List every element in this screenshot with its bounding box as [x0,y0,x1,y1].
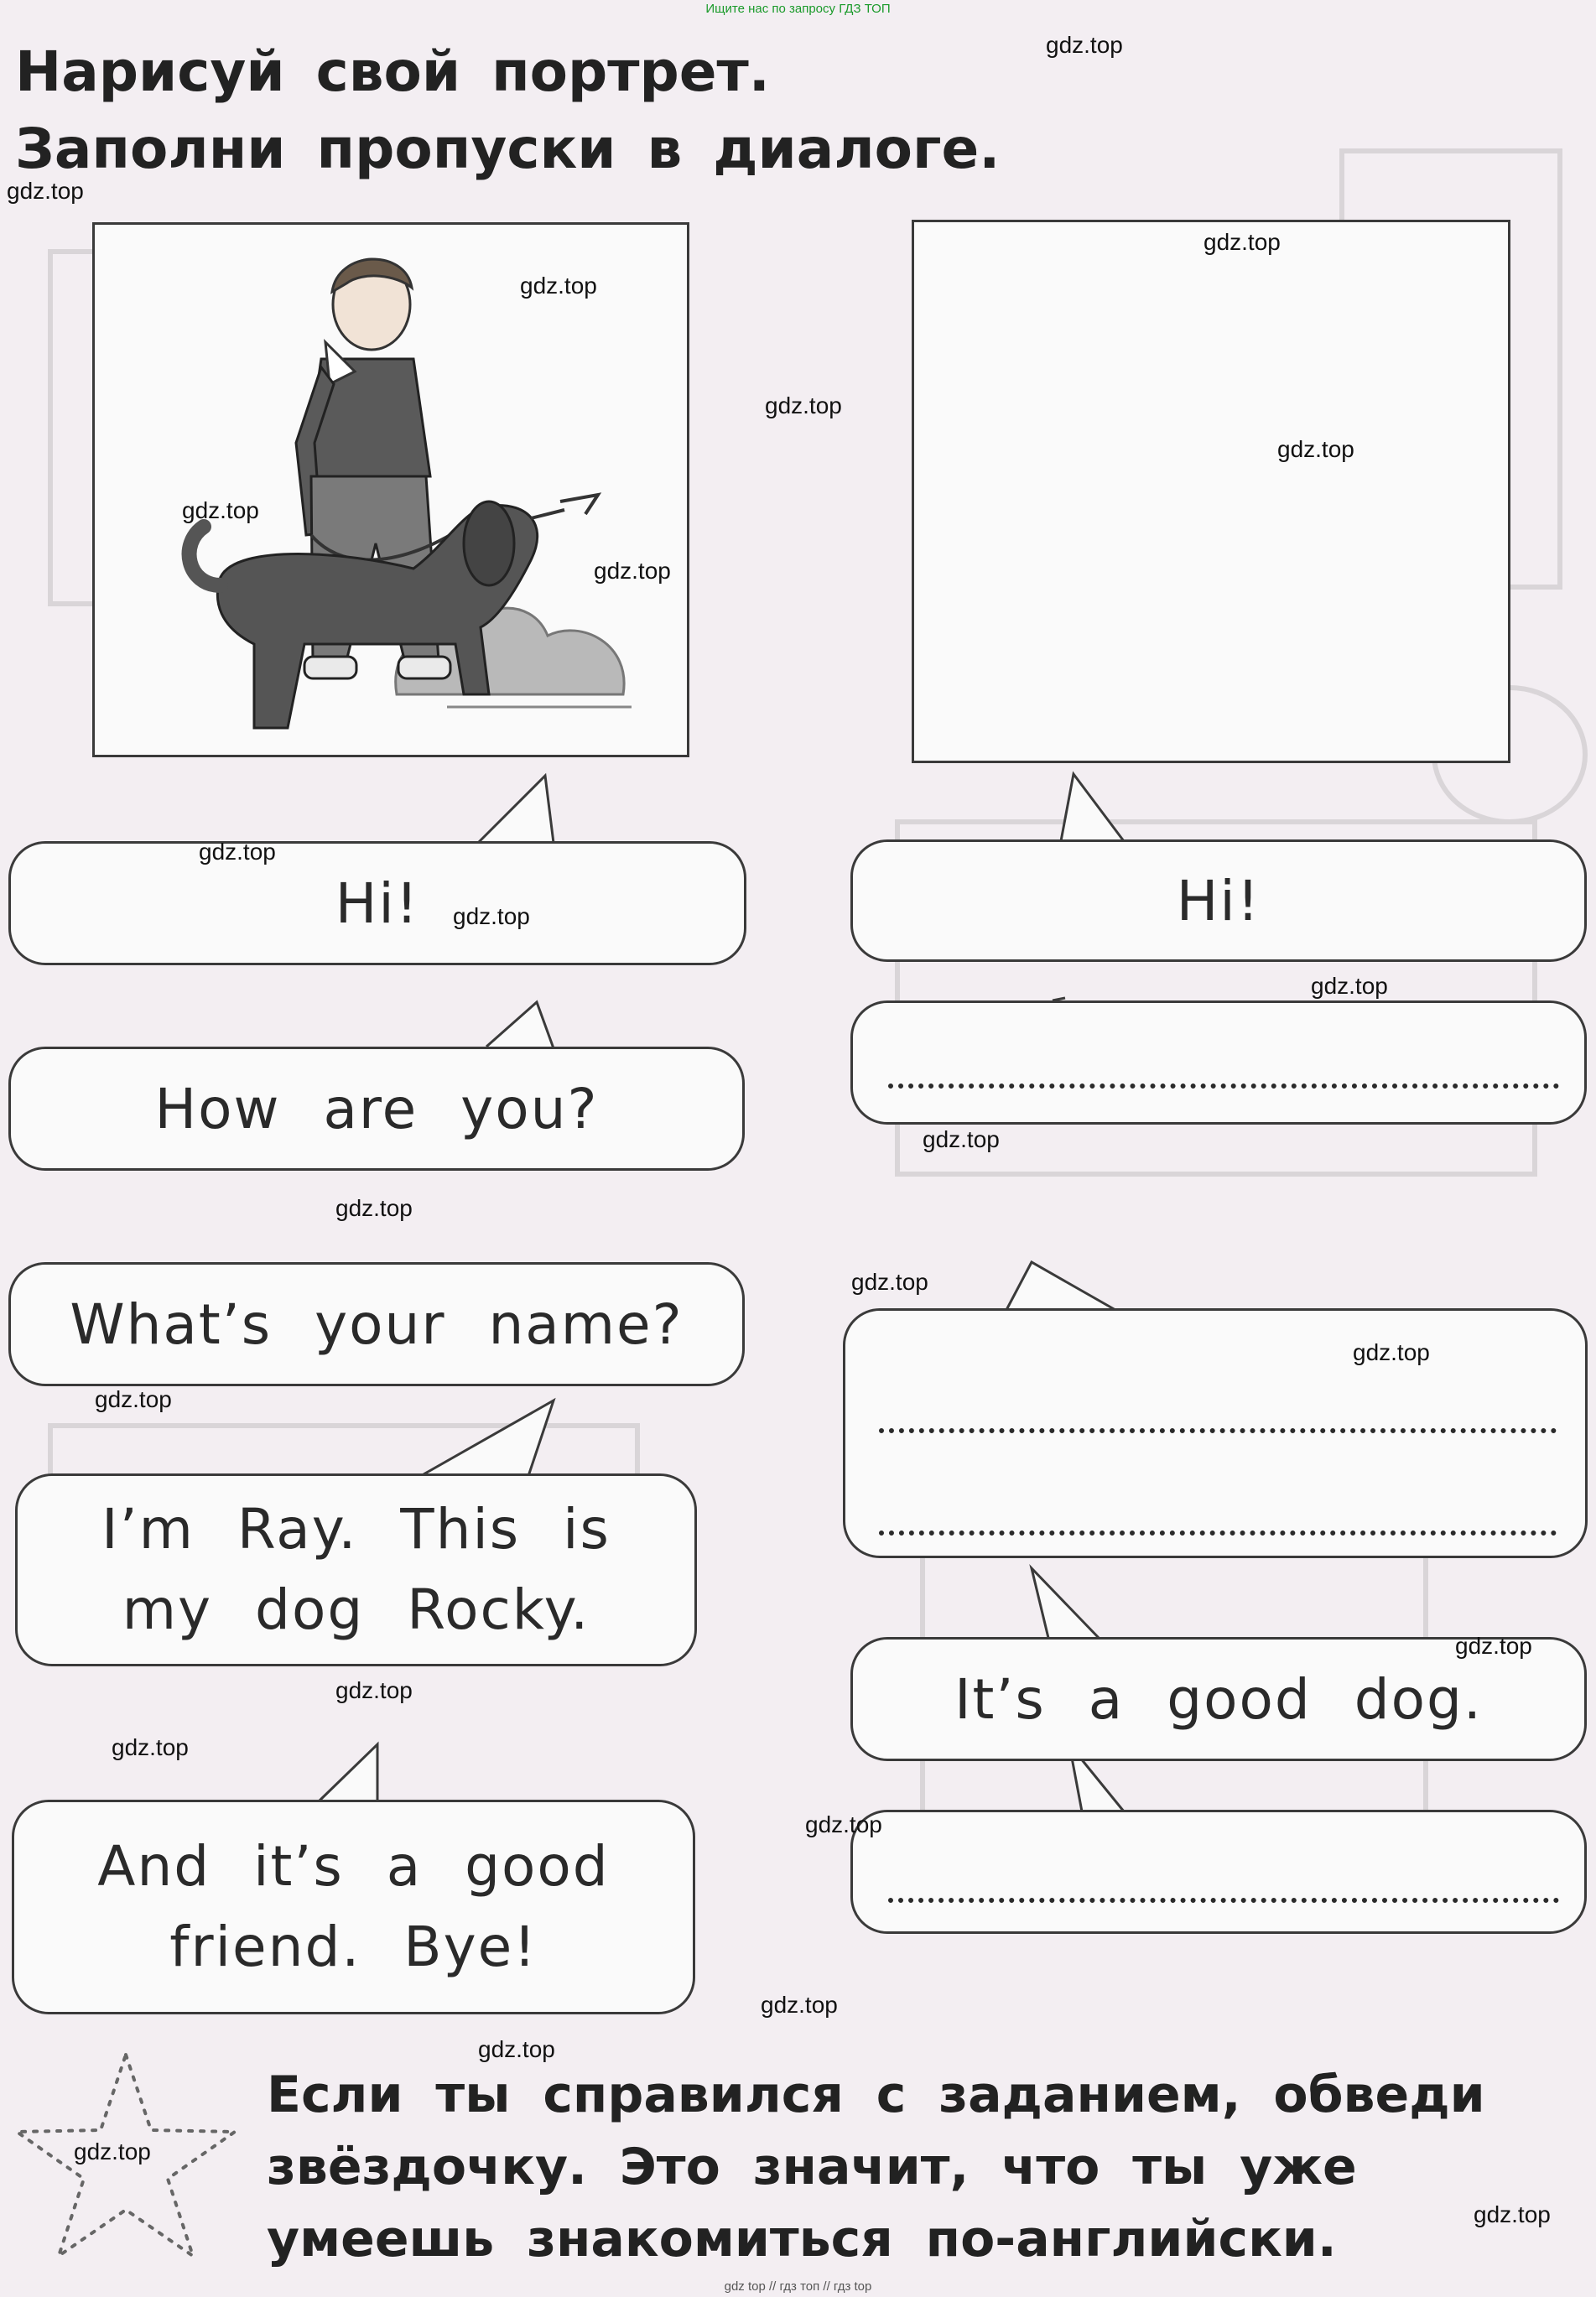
watermark: gdz.top [1474,2201,1551,2227]
watermark: gdz.top [95,1386,172,1412]
top-note: Ищите нас по запросу ГДЗ ТОП [705,2,891,16]
watermark: gdz.top [335,1677,413,1703]
watermark: gdz.top [112,1734,189,1760]
task-title-line1: Нарисуй свой портрет. [15,39,770,104]
left-bubble-2 [8,1047,745,1171]
bottom-note: gdz top // гдз топ // гдз top [724,2279,872,2294]
watermark: gdz.top [199,839,276,865]
watermark: gdz.top [1277,436,1354,462]
left-bubble-4-line1: I’m Ray. This is [101,1497,611,1562]
watermark: gdz.top [1353,1339,1430,1365]
portrait-frame[interactable] [912,220,1510,763]
watermark: gdz.top [594,558,671,584]
watermark: gdz.top [1311,973,1388,999]
illustration-frame [92,222,689,757]
right-bubble-1-text: Hi! [1176,868,1261,933]
left-bubble-5-line2: friend. Bye! [169,1915,538,1979]
right-bubble-2[interactable] [850,1000,1587,1125]
left-bubble-2-text: How are you? [154,1076,599,1141]
task-title [15,34,1063,188]
watermark: gdz.top [478,2036,555,2062]
right-bubble-5-blank[interactable] [888,1898,1559,1903]
right-bubble-5[interactable] [850,1810,1587,1934]
watermark: gdz.top [851,1269,928,1295]
watermark: gdz.top [761,1992,838,2018]
watermark: gdz.top [7,178,84,204]
left-bubble-1 [8,841,746,965]
watermark: gdz.top [335,1195,413,1221]
watermark: gdz.top [453,903,530,929]
watermark: gdz.top [1203,229,1281,255]
left-bubble-3-text: What’s your name? [70,1291,684,1357]
watermark: gdz.top [520,273,597,299]
right-bubble-1 [850,839,1587,962]
completion-note-line1: Если ты справился с заданием, обведи [267,2066,1485,2124]
left-bubble-1-text: Hi! [335,870,420,936]
task-title-line2: Заполни пропуски в диалоге. [15,117,1001,181]
watermark: gdz.top [765,392,842,418]
watermark: gdz.top [805,1811,882,1837]
boy-with-dog-illustration [95,225,687,755]
watermark: gdz.top [923,1126,1000,1152]
watermark: gdz.top [1455,1633,1532,1659]
watermark: gdz.top [182,497,259,523]
right-bubble-3[interactable] [843,1308,1588,1558]
left-bubble-4 [15,1473,697,1666]
completion-note [267,2059,1583,2275]
left-bubble-5-line1: And it’s a good [97,1834,610,1899]
completion-note-line3: умеешь знакомиться по-английски. [267,2210,1337,2268]
right-bubble-3-blank-2[interactable] [879,1530,1557,1536]
right-bubble-4-text: It’s a good dog. [954,1666,1483,1732]
watermark: gdz.top [1046,32,1123,58]
right-bubble-2-blank[interactable] [888,1084,1559,1089]
left-bubble-3 [8,1262,745,1386]
completion-note-line2: звёздочку. Это значит, что ты уже [267,2138,1357,2196]
left-bubble-4-line2: my dog Rocky. [122,1577,590,1642]
right-bubble-3-blank-1[interactable] [879,1428,1557,1433]
watermark: gdz.top [74,2138,151,2164]
left-bubble-5 [12,1800,695,2014]
